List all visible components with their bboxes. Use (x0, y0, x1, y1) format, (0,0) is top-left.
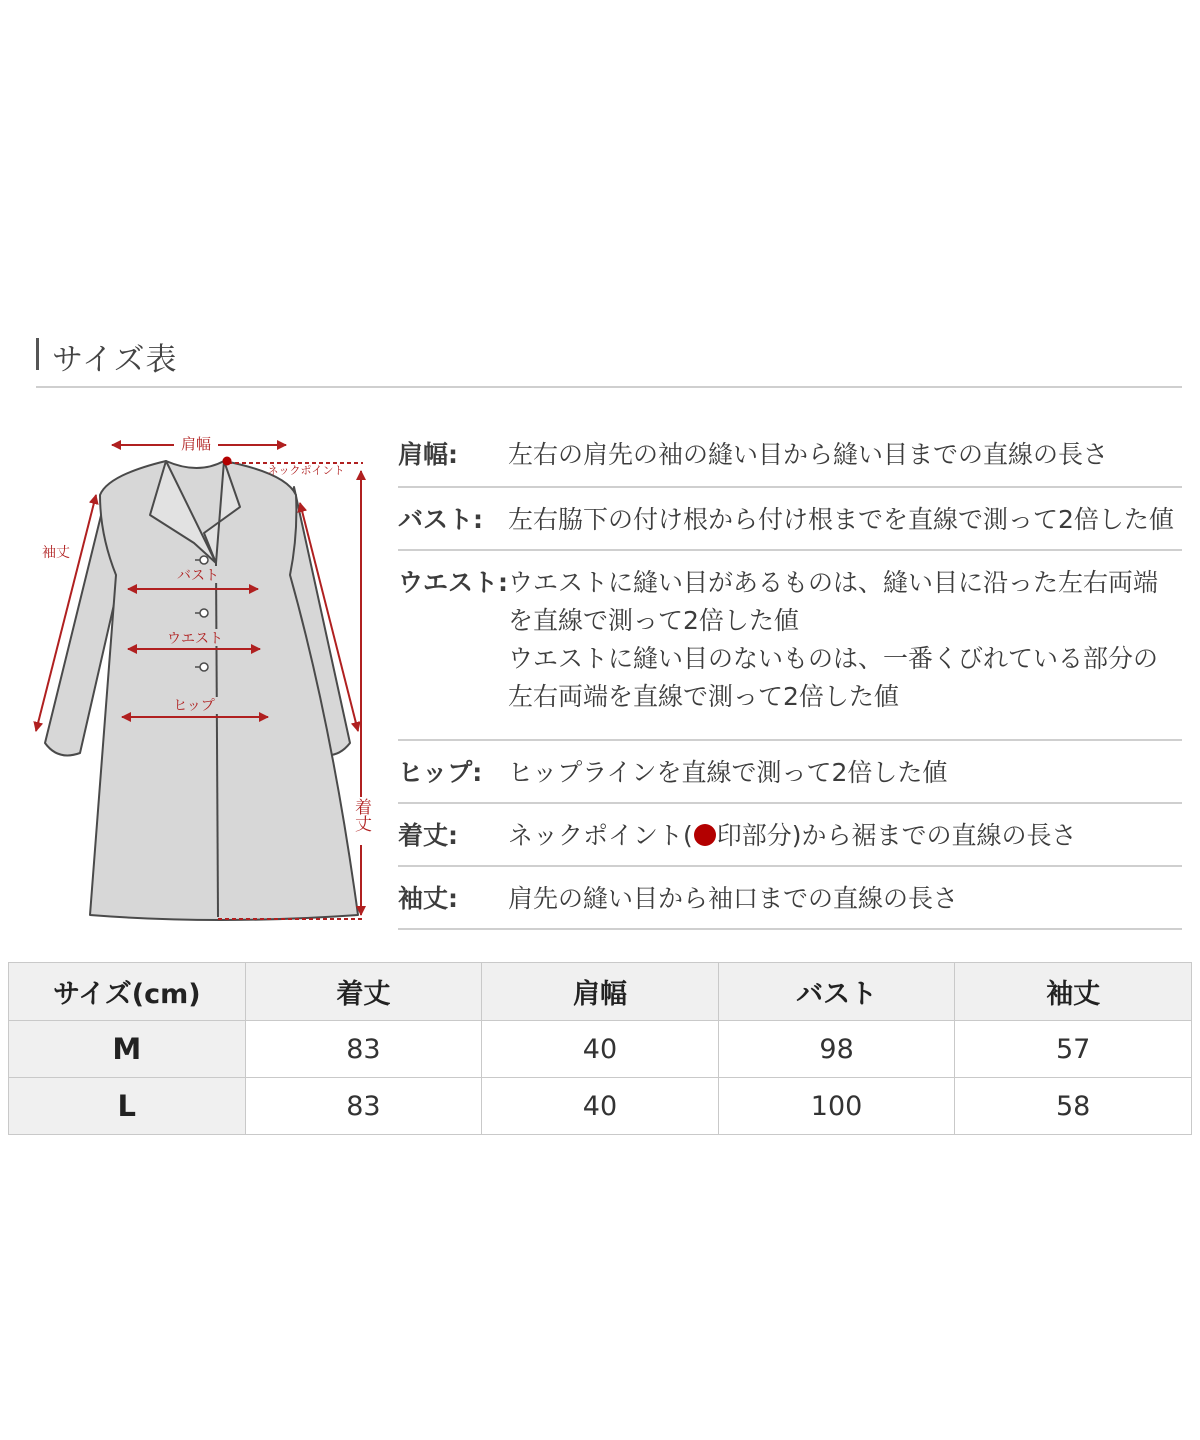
table-cell: 83 (245, 1021, 482, 1078)
waist-label: ウエスト (167, 631, 223, 647)
column-header: 袖丈 (955, 963, 1192, 1021)
section-title: サイズ表 (52, 342, 178, 378)
table-header-row (9, 963, 1192, 1021)
definition-text: 左右の肩先の袖の縫い目から縫い目までの直線の長さ (508, 440, 1109, 469)
definition-row (398, 488, 1182, 551)
hip-label: ヒップ (173, 698, 215, 714)
neck-point-dot-icon (694, 824, 716, 846)
definition-term: 袖丈: (398, 884, 458, 913)
measurement-definitions (398, 425, 1182, 930)
definition-row (398, 804, 1182, 867)
bust-label: バスト (177, 568, 219, 584)
neck-point-marker (223, 457, 232, 466)
definition-row (398, 741, 1182, 804)
definition-term: バスト: (398, 505, 483, 534)
table-cell: 58 (955, 1078, 1192, 1135)
coat-measurement-diagram (28, 425, 378, 930)
size-cell: L (9, 1078, 246, 1135)
column-header: サイズ(cm) (9, 963, 246, 1021)
definition-text: 左右脇下の付け根から付け根までを直線で測って2倍した値 (508, 505, 1174, 534)
definition-text: ネックポイント( (508, 821, 693, 850)
size-cell: M (9, 1021, 246, 1078)
definition-term: ヒップ: (398, 758, 483, 787)
column-header: 着丈 (245, 963, 482, 1021)
definition-row (398, 425, 1182, 488)
definition-row (398, 551, 1182, 741)
definition-text: 左右両端を直線で測って2倍した値 (508, 682, 899, 711)
section-header (36, 330, 1182, 388)
column-header: 肩幅 (482, 963, 719, 1021)
definition-term: 肩幅: (398, 440, 458, 469)
definition-text: ヒップラインを直線で測って2倍した値 (508, 758, 948, 787)
length-label: 着丈 (351, 798, 371, 832)
definition-term: 着丈: (398, 821, 458, 850)
sleeve-label: 袖丈 (42, 545, 70, 561)
table-cell: 100 (718, 1078, 955, 1135)
definition-text: 肩先の縫い目から袖口までの直線の長さ (508, 884, 959, 913)
table-cell: 83 (245, 1078, 482, 1135)
table-cell: 98 (718, 1021, 955, 1078)
table-cell: 57 (955, 1021, 1192, 1078)
table-cell: 40 (482, 1021, 719, 1078)
definition-text: ウエストに縫い目のないものは、一番くびれている部分の (508, 644, 1159, 673)
column-header: バスト (718, 963, 955, 1021)
table-cell: 40 (482, 1078, 719, 1135)
table-row (9, 1078, 1192, 1135)
size-table (8, 962, 1192, 1135)
definition-term: ウエスト: (398, 568, 508, 597)
title-bar (36, 338, 39, 370)
table-row (9, 1021, 1192, 1078)
coat-illustration (45, 461, 358, 920)
definition-row (398, 867, 1182, 930)
shoulder-label: 肩幅 (180, 435, 212, 453)
definition-text: ウエストに縫い目があるものは、縫い目に沿った左右両端 (508, 568, 1159, 597)
definition-text: 印部分)から裾までの直線の長さ (716, 821, 1077, 850)
neck-point-label: ネックポイント (267, 464, 345, 477)
definition-text: を直線で測って2倍した値 (508, 606, 799, 635)
